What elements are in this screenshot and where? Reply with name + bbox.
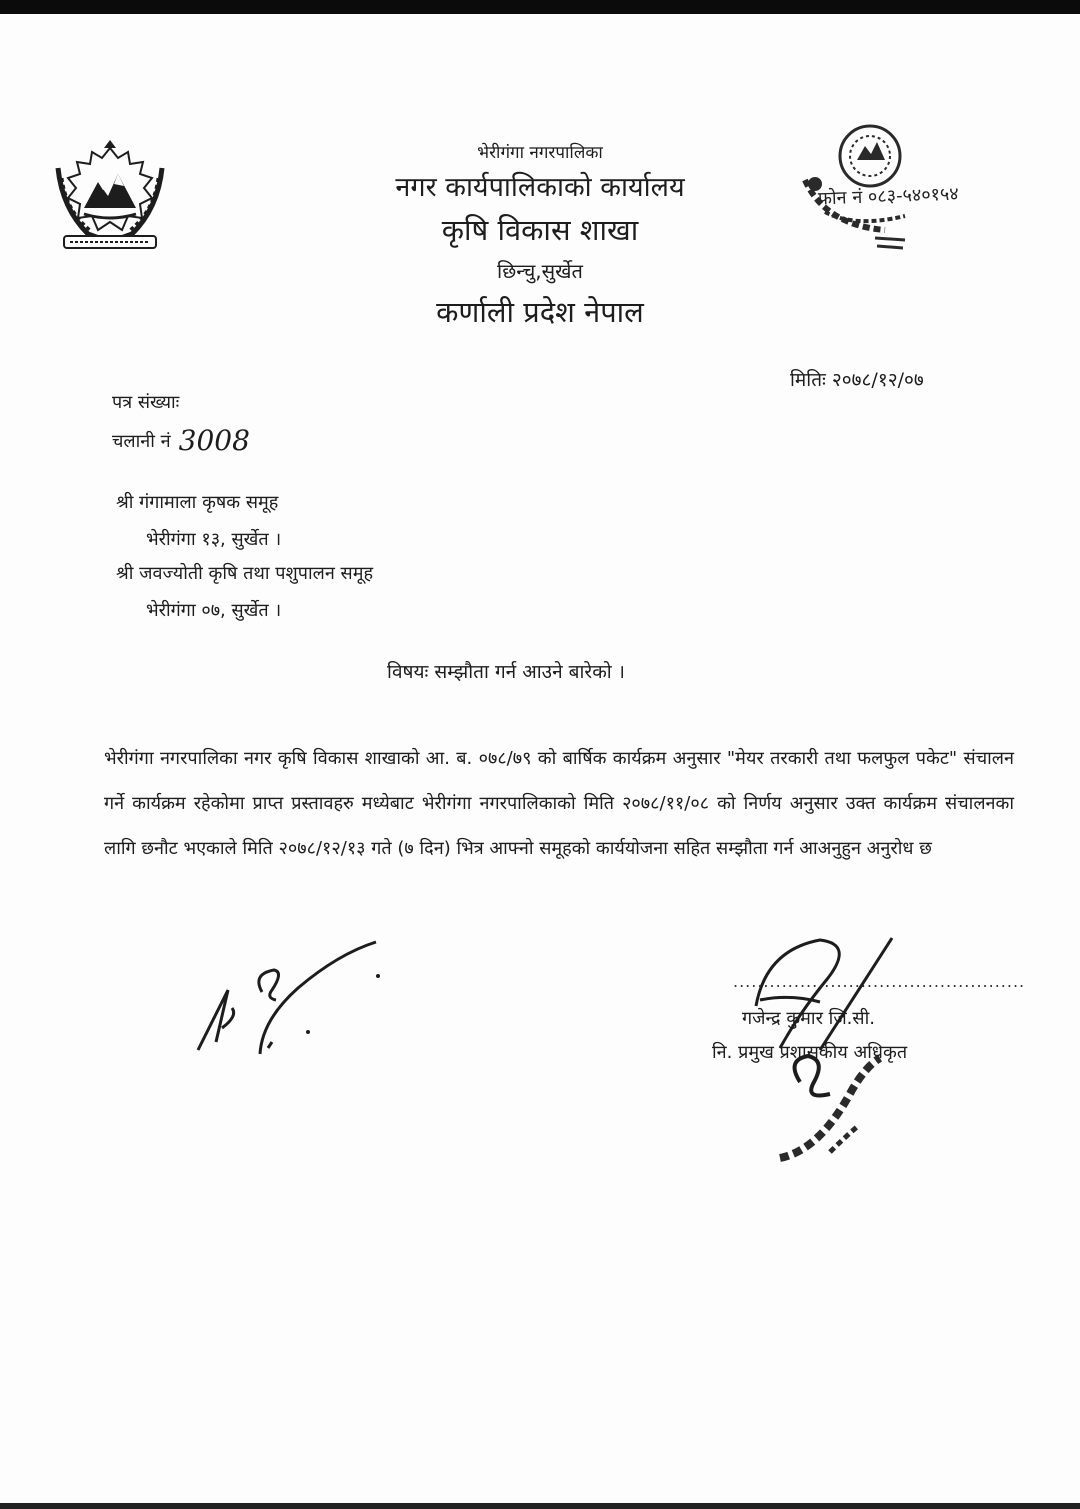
letter-subject: विषयः सम्झौता गर्न आउने बारेको । [387,661,625,683]
nepal-emblem-icon [48,138,172,254]
province-name: कर्णाली प्रदेश नेपाल [436,295,644,329]
office-location: छिन्चु,सुर्खेत [497,259,583,283]
recipient-name-1: श्री गंगामाला कृषक समूह [116,492,279,513]
dispatch-number-label: चलानी नं [112,431,171,452]
municipality-name: भेरीगंगा नगरपालिका [477,143,603,163]
signatory-title: नि. प्रमुख प्रशासकीय अधिकृत [712,1042,908,1063]
office-name: नगर कार्यपालिकाको कार्यालय [395,172,685,203]
recipient-address-2: भेरीगंगा ०७, सुर्खेत । [146,600,282,621]
letter-body: भेरीगंगा नगरपालिका नगर कृषि विकास शाखाको आ. ब. ०७८/७९ को बार्षिक कार्यक्रम अनुसार "मेयर तरकारी तथा फलफुल पकेट" संचालन गर्ने कार्यक्रम रहेकोमा प्राप्त प्रस्तावहरु मध्येबाट भेरीगंगा नगरपालिकाको मिति २०७८/११/०८ को निर्णय अनुसार उक्त कार्यक्रम संचालनका लागि छनौट भएकाले मिति २०७८/१२/१३ गते (७ दिन) भित्र आफ्नो समूहको कार्ययोजना सहित सम्झौता गर्न आअनुहुन अनुरोध छ [104,748,1014,859]
phone-number: फोन नं ०८३-५४०१५४ [817,183,960,210]
letter-date: मितिः २०७८/१२/०७ [790,369,924,391]
branch-name: कृषि विकास शाखा [441,213,639,247]
scan-bottom-border [0,1503,1080,1509]
signature-line: ................................................ [733,972,1026,991]
letter-number-label: पत्र संख्याः [112,392,180,413]
dispatch-number [112,424,250,457]
initial-signature-icon [188,930,388,1070]
dispatch-number-value: 3008 [178,424,250,457]
recipient-address-1: भेरीगंगा १३, सुर्खेत । [146,529,282,550]
letterhead [330,140,750,331]
recipient-name-2: श्री जवज्योती कृषि तथा पशुपालन समूह [116,563,374,584]
scan-top-border [0,0,1080,14]
signatory-name: गजेन्द्र कुमार जि.सी. [742,1008,875,1029]
